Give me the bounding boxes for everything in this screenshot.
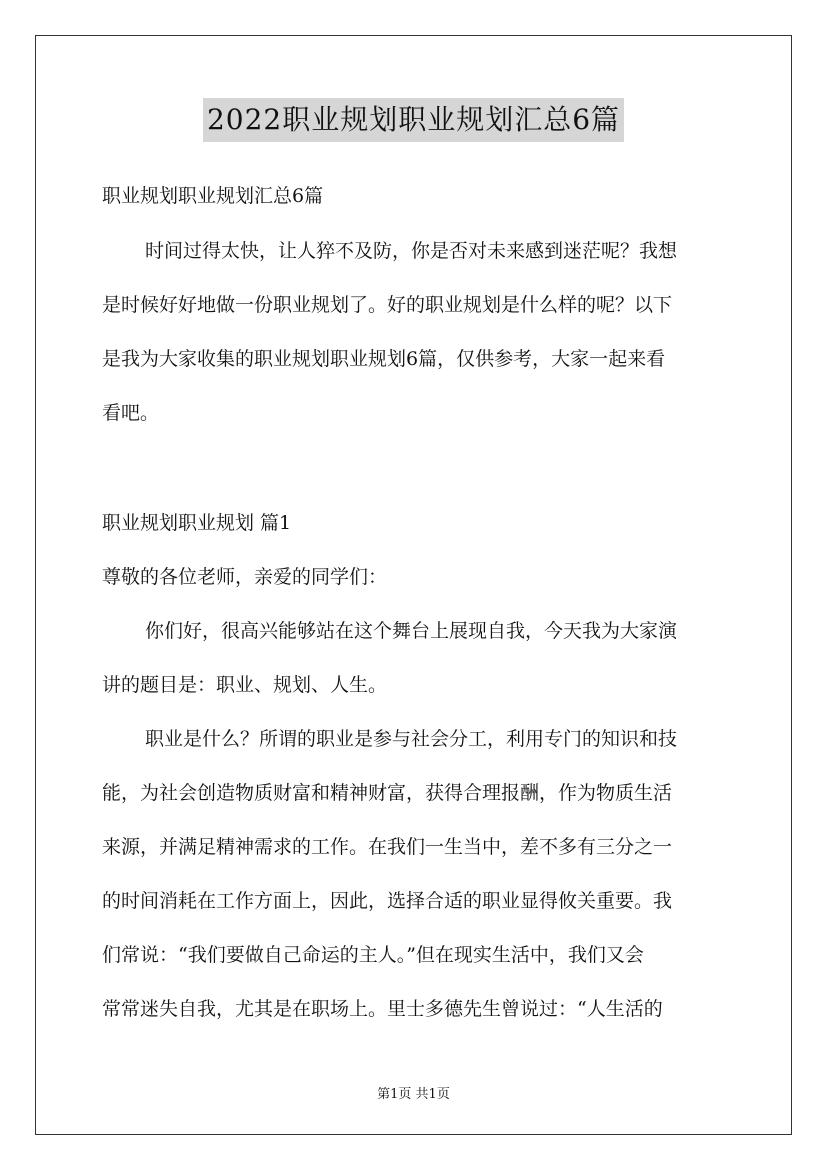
paragraph-line: 你们好，很高兴能够站在这个舞台上展现自我，今天我为大家演: [145, 620, 678, 642]
intro-line: 是时候好好地做一份职业规划了。好的职业规划是什么样的呢？以下: [102, 294, 673, 316]
document-subtitle: 职业规划职业规划汇总6篇: [102, 185, 324, 207]
paragraph-line: 来源，并满足精神需求的工作。在我们一生当中，差不多有三分之一: [102, 836, 673, 858]
paragraph-line: 们常说：“我们要做自己命运的主人。”但在现实生活中，我们又会: [102, 944, 644, 966]
paragraph-line: 常常迷失自我，尤其是在职场上。里士多德先生曾说过：“人生活的: [102, 998, 663, 1020]
paragraph-line: 职业是什么？所谓的职业是参与社会分工，利用专门的知识和技: [145, 728, 678, 750]
intro-line: 时间过得太快，让人猝不及防，你是否对未来感到迷茫呢？我想: [145, 240, 678, 262]
intro-line: 看吧。: [102, 402, 160, 424]
paragraph-line: 能，为社会创造物质财富和精神财富，获得合理报酬，作为物质生活: [102, 782, 673, 804]
intro-line: 是我为大家收集的职业规划职业规划6篇，仅供参考，大家一起来看: [102, 348, 666, 370]
salutation: 尊敬的各位老师，亲爱的同学们：: [102, 566, 388, 588]
document-title: 2022职业规划职业规划汇总6篇: [203, 98, 624, 142]
paragraph-line: 的时间消耗在工作方面上，因此，选择合适的职业显得攸关重要。我: [102, 890, 673, 912]
section-heading: 职业规划职业规划 篇1: [102, 512, 292, 534]
paragraph-line: 讲的题目是：职业、规划、人生。: [102, 674, 388, 696]
page-footer: 第1页 共1页: [377, 1087, 450, 1102]
title-container: [0, 98, 827, 142]
